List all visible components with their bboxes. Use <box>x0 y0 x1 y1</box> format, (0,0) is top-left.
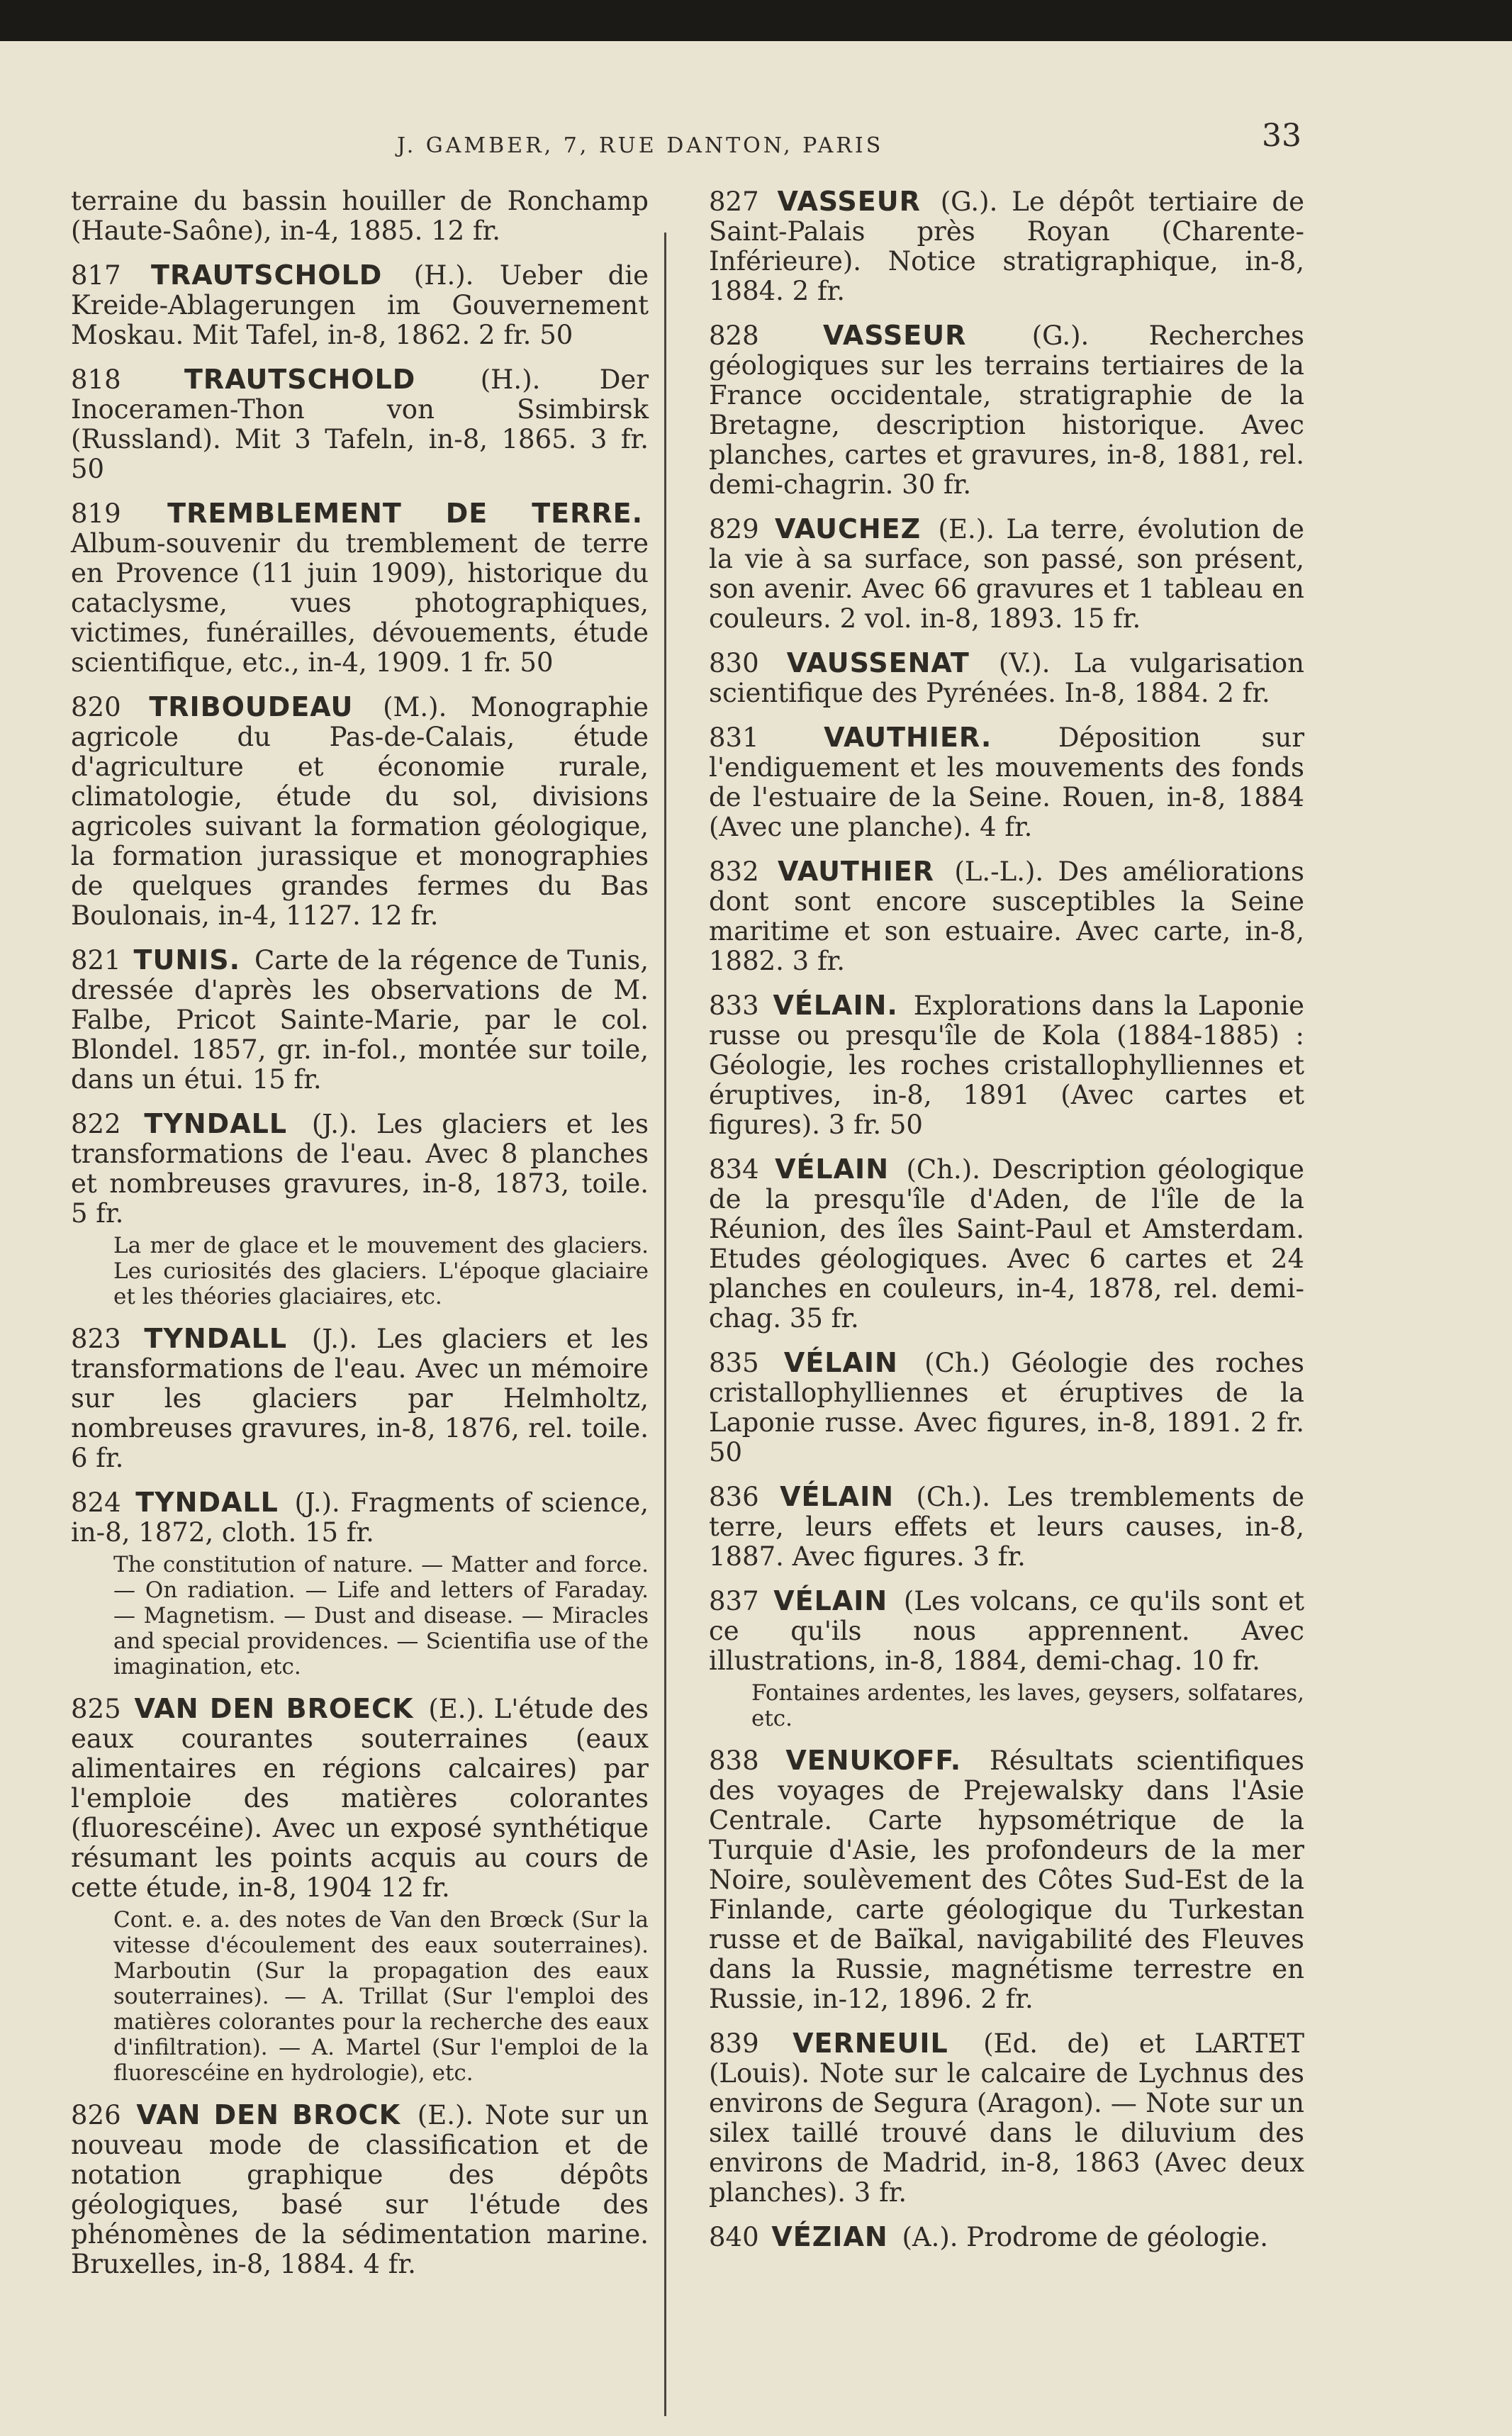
entry-body <box>709 2222 1304 2252</box>
entry-description: (E.). La terre, évolution de la vie à sa surface, son passé, son présent, son avenir. Avec 66 gravures et 1 tableau en couleurs. 2 vol. in-8, 1893. 15 fr. <box>709 514 1305 634</box>
entry-author: VAUTHIER. <box>824 722 992 753</box>
entry-body <box>71 260 649 350</box>
page-number: 33 <box>1262 118 1301 154</box>
catalogue-entry <box>71 692 649 931</box>
entry-number: 833 <box>709 990 759 1021</box>
entry-number: 820 <box>71 692 121 722</box>
right-column <box>709 186 1304 2267</box>
entry-description: (E.). Note sur un nouveau mode de classification et de notation graphique des dépôts géologiques, basé sur l'étude des phénomènes de la sédimentation marine. Bruxelles, in-8, 1884. 4 fr. <box>71 2100 649 2279</box>
entry-author: TRAUTSCHOLD <box>151 259 383 291</box>
entry-body <box>71 1109 649 1229</box>
catalogue-entry <box>71 1324 649 1473</box>
entry-description: (H.). Ueber die Kreide-Ablagerungen im Gouvernement Moskau. Mit Tafel, in-8, 1862. 2 fr. 50 <box>71 260 649 350</box>
entry-author: VAN DEN BROCK <box>136 2099 401 2130</box>
entry-author: VASSEUR <box>822 320 967 351</box>
entry-author: VAN DEN BROECK <box>134 1693 414 1724</box>
catalogue-entry <box>709 648 1304 708</box>
catalogue-entry <box>71 364 649 484</box>
entry-body <box>709 722 1304 842</box>
entry-author: VÉLAIN <box>783 1347 898 1378</box>
entry-description: Déposition sur l'endiguement et les mouvements des fonds de l'estuaire de la Seine. Rouen, in-8, 1884 (Avec une planche). 4 fr. <box>709 722 1305 842</box>
entry-description: (V.). La vulgarisation scientifique des Pyrénées. In-8, 1884. 2 fr. <box>709 648 1304 708</box>
catalogue-entry <box>71 1109 649 1309</box>
entry-author: TRIBOUDEAU <box>149 691 354 722</box>
entry-number: 829 <box>709 514 759 544</box>
entry-number: 839 <box>709 2028 759 2059</box>
entry-number: 840 <box>709 2222 759 2252</box>
entry-description: (H.). Der Inoceramen-Thon von Ssimbirsk (Russland). Mit 3 Tafeln, in-8, 1865. 3 fr. 50 <box>71 364 649 484</box>
catalogue-entry <box>709 722 1304 842</box>
entry-body <box>71 1487 649 1548</box>
catalogue-entry <box>71 1487 649 1680</box>
entry-number: 817 <box>71 260 121 291</box>
entry-description: (J.). Les glaciers et les transformations de l'eau. Avec un mémoire sur les glaciers par Helmholtz, nombreuses gravures, in-8, 1876, rel. toile. 6 fr. <box>71 1324 649 1473</box>
entry-author: TYNDALL <box>144 1108 288 1139</box>
entry-number: 823 <box>71 1324 121 1354</box>
catalogue-entry <box>709 1348 1304 1468</box>
entry-author: VÉLAIN <box>780 1481 895 1512</box>
entry-author: TREMBLEMENT DE TERRE. <box>167 498 644 529</box>
entry-number: 832 <box>709 856 759 887</box>
entry-author: VÉLAIN <box>773 1585 888 1616</box>
left-column <box>71 186 649 2293</box>
entry-number: 834 <box>709 1154 759 1185</box>
entry-body <box>71 498 649 678</box>
entry-body <box>709 186 1304 306</box>
entry-body <box>709 990 1304 1140</box>
entry-body <box>709 514 1304 634</box>
entry-description: terraine du bassin houiller de Ronchamp (Haute-Saône), in-4, 1885. 12 fr. <box>71 186 649 246</box>
entry-author: VAUSSENAT <box>786 647 970 678</box>
entry-number: 822 <box>71 1109 121 1139</box>
catalogue-entry <box>71 945 649 1095</box>
entry-body <box>709 856 1304 976</box>
catalogue-entry <box>709 990 1304 1140</box>
entry-description: (G.). Recherches géologiques sur les terrains tertiaires de la France occidentale, stratigraphie de la Bretagne, description historique. Avec planches, cartes et gravures, in-8, 1881, rel. demi-chagrin. 30 fr. <box>709 320 1304 500</box>
entry-description: (Ch.). Les tremblements de terre, leurs effets et leurs causes, in-8, 1887. Avec figures. 3 fr. <box>709 1482 1304 1572</box>
catalogue-entry <box>709 2028 1304 2208</box>
catalogue-entry <box>709 1586 1304 1731</box>
catalogue-entry <box>71 186 649 246</box>
entry-description: (J.). Les glaciers et les transformations de l'eau. Avec 8 planches et nombreuses gravures, in-8, 1873, toile. 5 fr. <box>71 1109 649 1229</box>
entry-number: 818 <box>71 364 121 395</box>
catalogue-entry <box>71 1694 649 2086</box>
entry-body <box>709 1745 1304 2014</box>
entry-description: (Ch.) Géologie des roches cristallophylliennes et éruptives de la Laponie russe. Avec figures, in-8, 1891. 2 fr. 50 <box>709 1348 1305 1468</box>
catalogue-entry <box>71 260 649 350</box>
entry-description: (J.). Fragments of science, in-8, 1872, cloth. 15 fr. <box>71 1487 649 1548</box>
entry-author: VERNEUIL <box>793 2028 948 2059</box>
entry-number: 819 <box>71 498 121 529</box>
entry-description: (Ed. de) et LARTET (Louis). Note sur le calcaire de Lychnus des environs de Segura (Aragon). — Note sur un silex taillé trouvé dans le diluvium des environs de Madrid, in-8, 1863 (Avec deux planches). 3 fr. <box>709 2028 1305 2208</box>
catalogue-entry <box>709 514 1304 634</box>
entry-author: VÉLAIN. <box>773 990 898 1021</box>
entry-description: (E.). L'étude des eaux courantes souterraines (eaux alimentaires en régions calcaires) par l'emploie des matières colorantes (fluorescéine). Avec un exposé synthétique résumant les points acquis au cours de cette étude, in-8, 1904 12 fr. <box>71 1694 649 1903</box>
entry-description: (L.-L.). Des améliorations dont sont encore susceptibles la Seine maritime et son estuaire. Avec carte, in-8, 1882. 3 fr. <box>709 856 1304 976</box>
entry-contents-note: La mer de glace et le mouvement des glaciers. Les curiosités des glaciers. L'époque glaciaire et les théories glaciaires, etc. <box>113 1233 649 1309</box>
catalogue-page <box>0 41 1512 2436</box>
entry-number: 826 <box>71 2100 121 2130</box>
entry-contents-note: The constitution of nature. — Matter and force. — On radiation. — Life and letters of Faraday. — Magnetism. — Dust and disease. — Miracles and special providences. — Scientifia use of the imagination, etc. <box>113 1552 649 1680</box>
entry-body <box>71 2100 649 2279</box>
entry-body <box>71 945 649 1095</box>
entry-author: TRAUTSCHOLD <box>184 364 416 395</box>
entry-body <box>71 186 649 246</box>
entry-number: 836 <box>709 1482 759 1512</box>
entry-contents-note: Fontaines ardentes, les laves, geysers, solfatares, etc. <box>751 1680 1304 1731</box>
running-header: J. GAMBER, 7, RUE DANTON, PARIS <box>397 133 884 158</box>
entry-number: 825 <box>71 1694 121 1724</box>
entry-body <box>709 1348 1304 1468</box>
entry-author: TYNDALL <box>135 1487 279 1518</box>
entry-body <box>71 364 649 484</box>
catalogue-entry <box>709 1745 1304 2014</box>
catalogue-entry <box>709 2222 1304 2252</box>
entry-description: Résultats scientifiques des voyages de Prejewalsky dans l'Asie Centrale. Carte hypsométrique de la Turquie d'Asie, les profondeurs de la mer Noire, soulèvement des Côtes Sud-Est de la Finlande, carte géologique du Turkestan russe et de Baïkal, navigabilité des Fleuves dans la Russie, magnétisme terrestre en Russie, in-12, 1896. 2 fr. <box>709 1745 1304 2014</box>
entry-number: 830 <box>709 648 759 678</box>
entry-number: 835 <box>709 1348 759 1378</box>
catalogue-entry <box>71 498 649 678</box>
catalogue-entry <box>709 1154 1304 1334</box>
entry-body <box>709 648 1304 708</box>
entry-number: 828 <box>709 320 759 351</box>
entry-number: 827 <box>709 186 759 217</box>
entry-author: TUNIS. <box>133 944 241 976</box>
entry-author: VENUKOFF. <box>785 1745 962 1776</box>
entry-author: VAUTHIER <box>778 856 935 887</box>
entry-body <box>71 1694 649 1903</box>
entry-body <box>709 1482 1304 1572</box>
entry-description: (M.). Monographie agricole du Pas-de-Calais, étude d'agriculture et économie rurale, climatologie, étude du sol, divisions agricoles suivant la formation géologique, la formation jurassique et monographies de quelques grandes fermes du Bas Boulonais, in-4, 1127. 12 fr. <box>71 692 649 931</box>
entry-contents-note: Cont. e. a. des notes de Van den Brœck (Sur la vitesse d'écoulement des eaux souterraines). Marboutin (Sur la propagation des eaux souterraines). — A. Trillat (Sur l'emploi des matières colorantes pour la recherche des eaux d'infiltration). — A. Martel (Sur l'emploi de la fluorescéine en hydrologie), etc. <box>113 1907 649 2086</box>
entry-number: 837 <box>709 1586 759 1616</box>
entry-author: TYNDALL <box>144 1323 288 1354</box>
entry-author: VASSEUR <box>777 186 921 217</box>
entry-description: (Ch.). Description géologique de la presqu'île d'Aden, de l'île de la Réunion, des îles Saint-Paul et Amsterdam. Etudes géologiques. Avec 6 cartes et 24 planches en couleurs, in-4, 1878, rel. demi-chag. 35 fr. <box>709 1154 1305 1334</box>
entry-number: 831 <box>709 722 759 753</box>
catalogue-entry <box>709 856 1304 976</box>
entry-body <box>709 320 1304 500</box>
entry-description: Explorations dans la Laponie russe ou presqu'île de Kola (1884-1885) : Géologie, les roches cristallophylliennes et éruptives, in-8, 1891 (Avec cartes et figures). 3 fr. 50 <box>709 990 1305 1140</box>
catalogue-entry <box>709 320 1304 500</box>
column-divider <box>664 233 666 2416</box>
entry-author: VAUCHEZ <box>775 513 922 544</box>
catalogue-entry <box>709 1482 1304 1572</box>
entry-description: (G.). Le dépôt tertiaire de Saint-Palais près Royan (Charente-Inférieure). Notice stratigraphique, in-8, 1884. 2 fr. <box>709 186 1305 306</box>
entry-body <box>71 692 649 931</box>
entry-number: 824 <box>71 1487 121 1518</box>
entry-body <box>709 2028 1304 2208</box>
entry-number: 838 <box>709 1745 759 1776</box>
catalogue-entry <box>709 186 1304 306</box>
entry-body <box>709 1154 1304 1334</box>
entry-body <box>709 1586 1304 1676</box>
catalogue-entry <box>71 2100 649 2279</box>
entry-description: Album-souvenir du tremblement de terre en Provence (11 juin 1909), historique du cataclysme, vues photographiques, victimes, funérailles, dévouements, étude scientifique, etc., in-4, 1909. 1 fr. 50 <box>71 528 649 678</box>
entry-number: 821 <box>71 945 121 976</box>
entry-author: VÉLAIN <box>775 1153 889 1185</box>
entry-description: (A.). Prodrome de géologie. <box>902 2222 1269 2252</box>
entry-description: Carte de la régence de Tunis, dressée d'après les observations de M. Falbe, Pricot Sainte-Marie, par le col. Blondel. 1857, gr. in-fol., montée sur toile, dans un étui. 15 fr. <box>71 945 649 1095</box>
entry-body <box>71 1324 649 1473</box>
entry-author: VÉZIAN <box>771 2221 888 2252</box>
entry-description: (Les volcans, ce qu'ils sont et ce qu'ils nous apprennent. Avec illustrations, in-8, 1884, demi-chag. 10 fr. <box>709 1586 1304 1676</box>
